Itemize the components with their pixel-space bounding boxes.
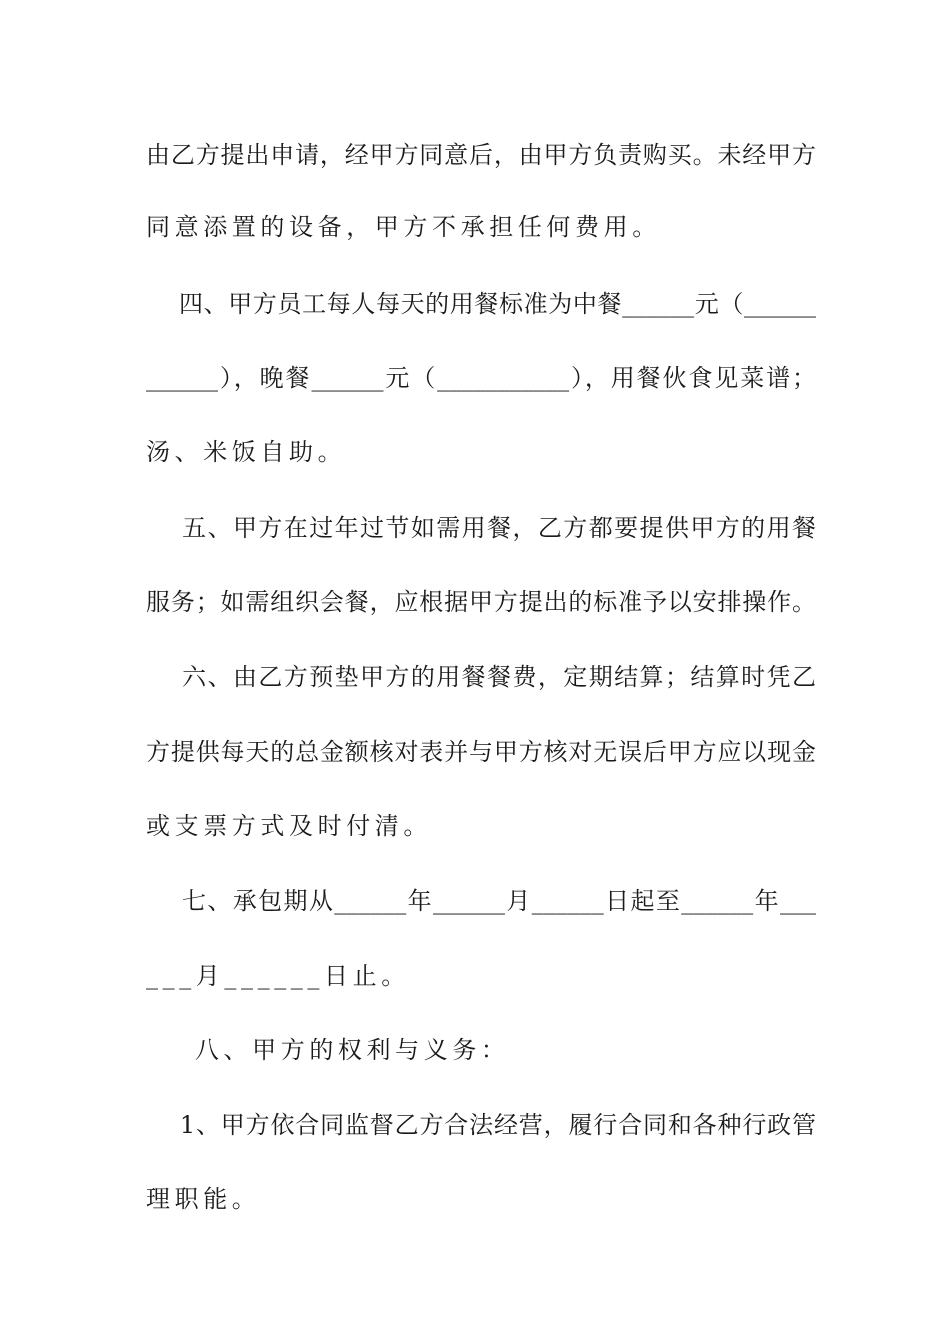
- paragraph-line: 八、甲方的权利与义务：: [146, 1036, 510, 1064]
- paragraph-line: ___月______日止。: [146, 962, 410, 990]
- paragraph-line: 同意添置的设备，甲方不承担任何费用。: [146, 213, 661, 241]
- paragraph-line: 服务；如需组织会餐，应根据甲方提出的标准予以安排操作。: [146, 588, 816, 616]
- paragraph-line: 由乙方提出申请，经甲方同意后，由甲方负责购买。未经甲方: [146, 141, 816, 169]
- paragraph-line: 1、甲方依合同监督乙方合法经营，履行合同和各种行政管: [146, 1111, 816, 1139]
- paragraph-line: 或支票方式及时付清。: [146, 812, 432, 840]
- paragraph-line: ______），晚餐______元（___________），用餐伙食见菜谱；: [146, 364, 816, 392]
- paragraph-line: 六、由乙方预垫甲方的用餐餐费，定期结算；结算时凭乙: [146, 663, 816, 691]
- paragraph-line: 五、甲方在过年过节如需用餐，乙方都要提供甲方的用餐: [146, 514, 816, 542]
- paragraph-line: 七、承包期从______年______月______日起至______年___: [146, 887, 816, 915]
- paragraph-line: 四、甲方员工每人每天的用餐标准为中餐______元（______: [146, 290, 816, 318]
- paragraph-line: 理职能。: [146, 1185, 261, 1213]
- paragraph-line: 方提供每天的总金额核对表并与甲方核对无误后甲方应以现金: [146, 738, 816, 766]
- paragraph-line: 汤、米饭自助。: [146, 438, 347, 466]
